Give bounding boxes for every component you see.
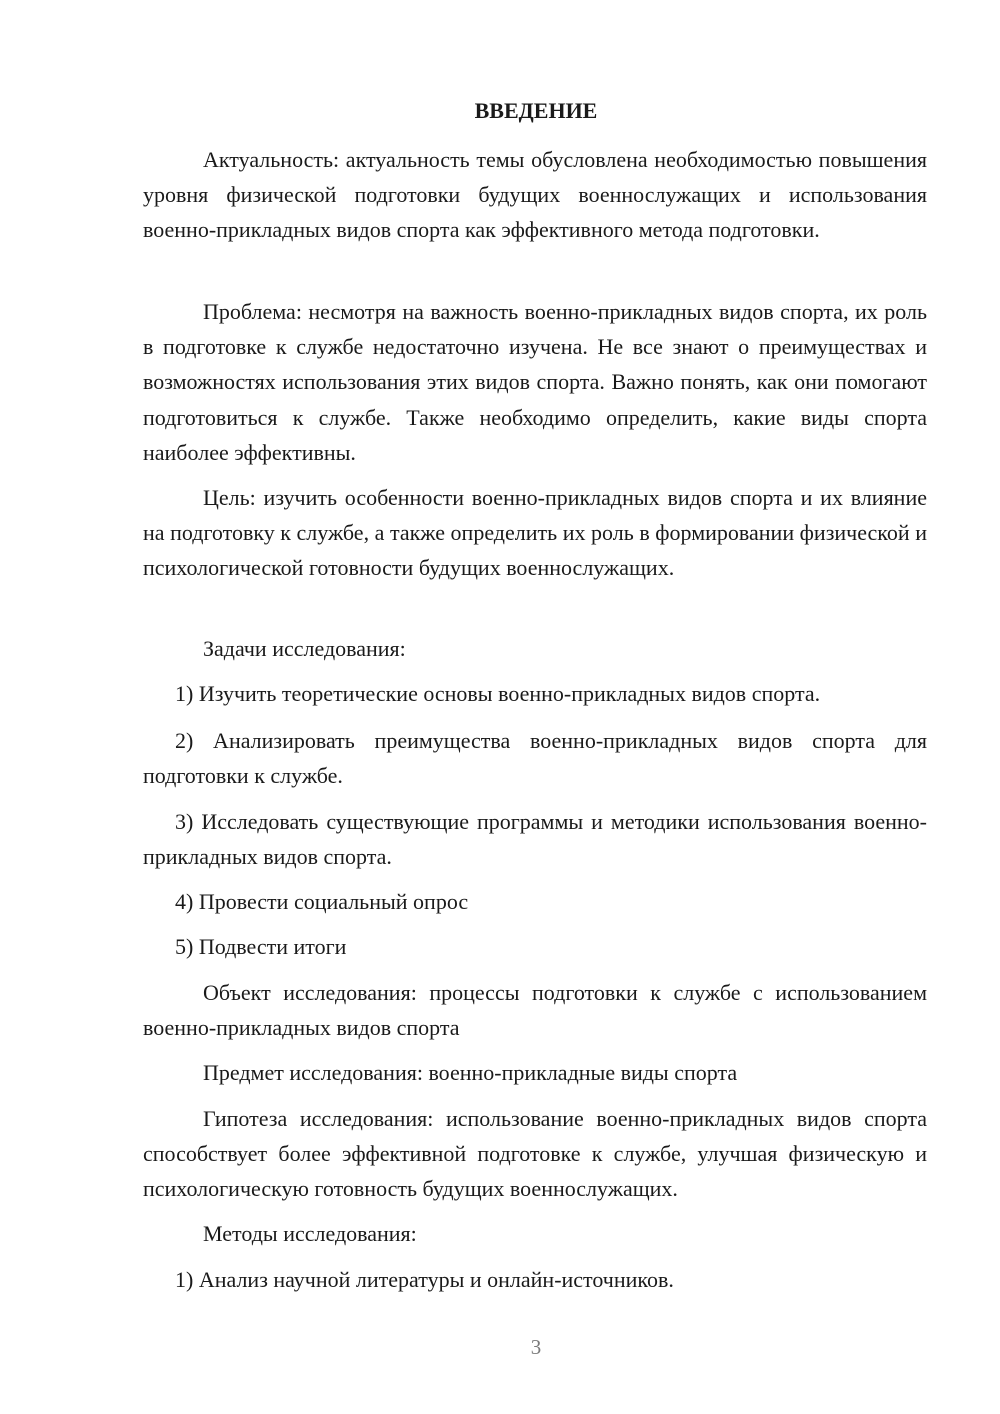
list-item-task-1: 1) Изучить теоретические основы военно-прикладных видов спорта. xyxy=(175,681,821,706)
list-item-method-1: 1) Анализ научной литературы и онлайн-источников. xyxy=(175,1267,674,1292)
paragraph-hypothesis: Гипотеза исследования: использование военно-прикладных видов спорта способствует более эффективной подготовке к службе, улучшая физическую и психологическую готовность будущих военнослужащих. xyxy=(143,1106,927,1202)
page-title: ВВЕДЕНИЕ xyxy=(474,98,598,123)
paragraph-problem: Проблема: несмотря на важность военно-прикладных видов спорта, их роль в подготовке к службе недостаточно изучена. Не все знают о преимуществах и возможностях использования этих видов спорта. Важно понять, как они помогают подготовиться к службе. Также необходимо определить, какие виды спорта наиболее эффективны. xyxy=(143,299,927,465)
list-item-task-4: 4) Провести социальный опрос xyxy=(175,889,469,914)
list-item-task-5: 5) Подвести итоги xyxy=(175,934,347,959)
paragraph-methods-heading: Методы исследования: xyxy=(203,1221,417,1246)
paragraph-tasks-heading: Задачи исследования: xyxy=(203,636,406,661)
list-item-task-2: 2) Анализировать преимущества военно-прикладных видов спорта для подготовки к службе. xyxy=(143,728,927,789)
paragraph-relevance: Актуальность: актуальность темы обусловлена необходимостью повышения уровня физической подготовки будущих военнослужащих и использования военно-прикладных видов спорта как эффективного метода подготовки. xyxy=(143,147,927,243)
paragraph-object: Объект исследования: процессы подготовки к службе с использованием военно-прикладных видов спорта xyxy=(143,980,927,1041)
paragraph-goal: Цель: изучить особенности военно-прикладных видов спорта и их влияние на подготовку к службе, а также определить их роль в формировании физической и психологической готовности будущих военнослужащих. xyxy=(143,485,927,581)
page-number: 3 xyxy=(530,1335,542,1359)
paragraph-subject: Предмет исследования: военно-прикладные виды спорта xyxy=(203,1060,738,1085)
list-item-task-3: 3) Исследовать существующие программы и методики использования военно-прикладных видов спорта. xyxy=(143,809,927,870)
